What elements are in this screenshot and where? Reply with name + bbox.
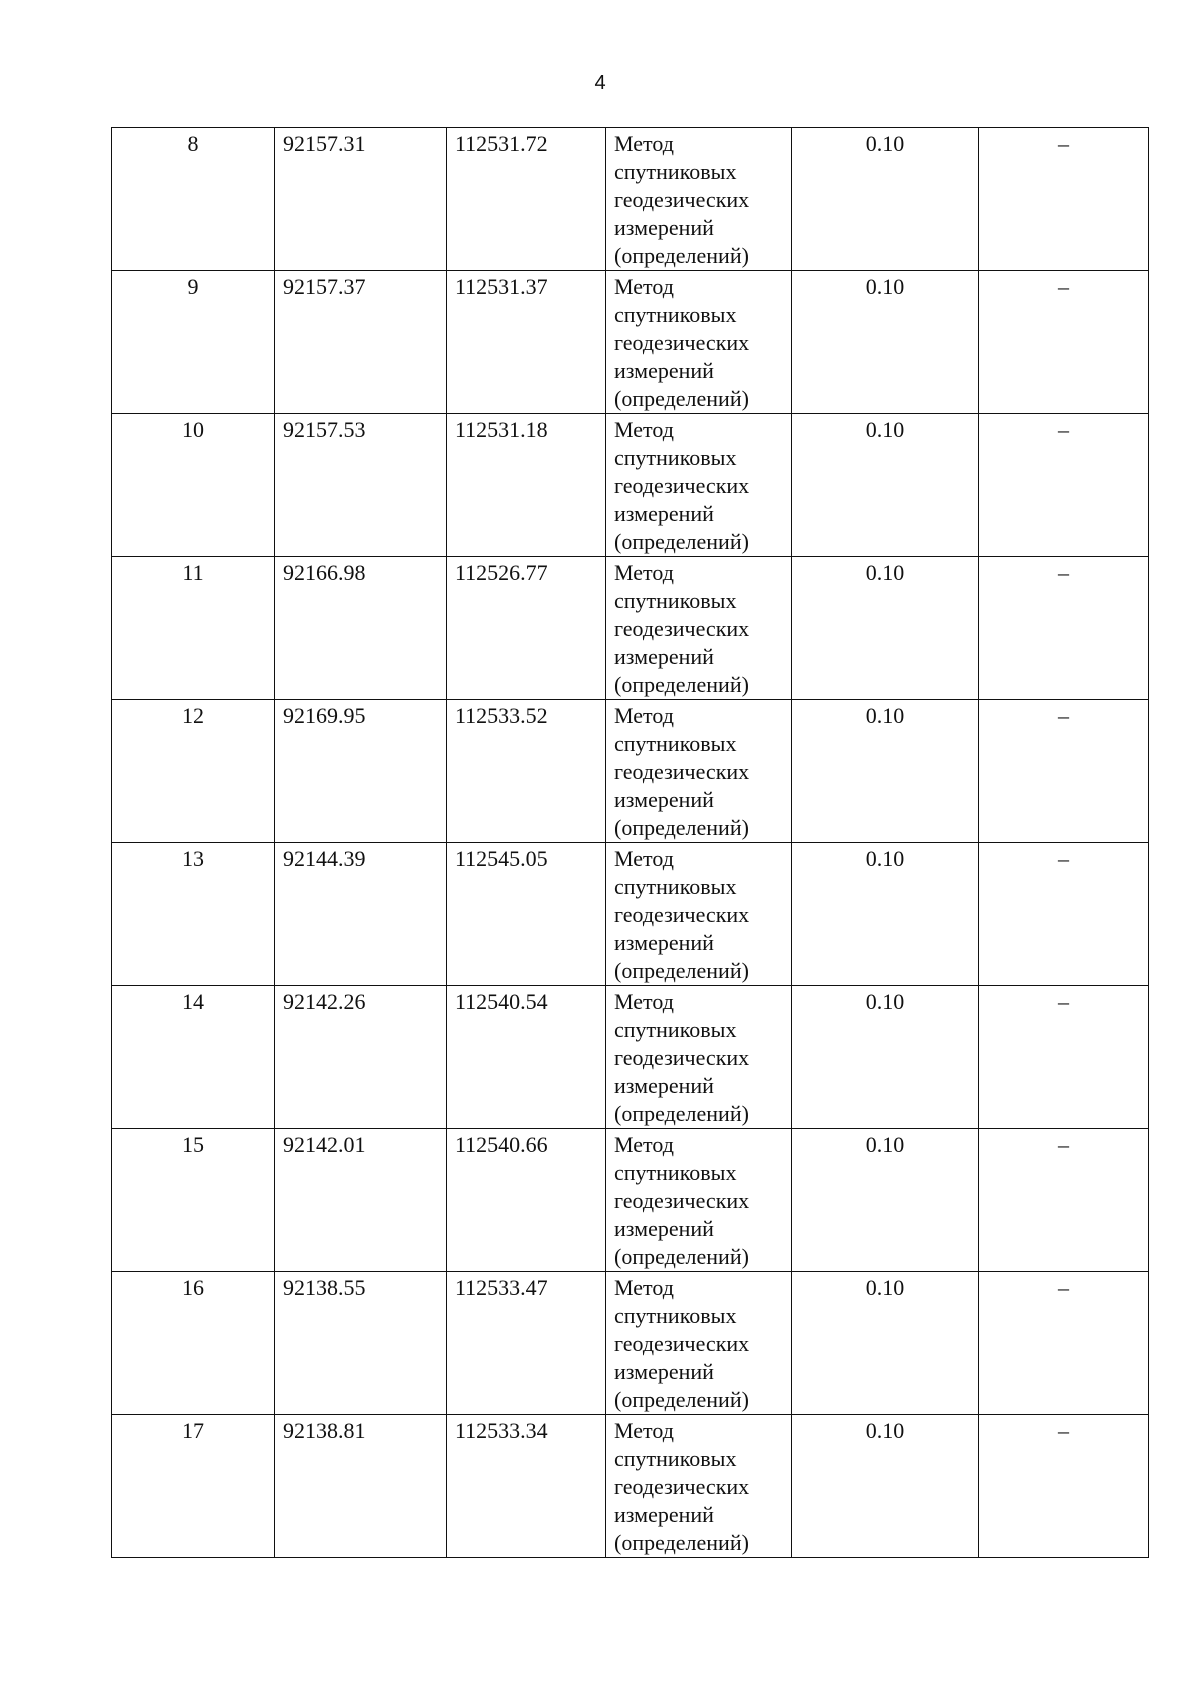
method-line: измерений (614, 1359, 714, 1384)
method-cell (606, 986, 792, 1129)
method-line: геодезических (614, 473, 750, 498)
description-cell: – (979, 843, 1149, 986)
method-line: измерений (614, 644, 714, 669)
method-line: (определений) (614, 386, 749, 411)
point-number-cell: 15 (112, 1129, 275, 1272)
x-coordinate-cell: 92157.53 (275, 414, 447, 557)
method-line: спутниковых (614, 445, 737, 470)
description-cell: – (979, 271, 1149, 414)
x-coordinate-cell: 92138.81 (275, 1415, 447, 1558)
method-line: геодезических (614, 1045, 750, 1070)
y-coordinate-cell: 112531.37 (447, 271, 606, 414)
coordinates-table-body (112, 128, 1149, 1558)
description-cell: – (979, 128, 1149, 271)
method-line: геодезических (614, 616, 750, 641)
accuracy-cell: 0.10 (792, 271, 979, 414)
method-line: измерений (614, 358, 714, 383)
y-coordinate-cell: 112526.77 (447, 557, 606, 700)
method-line: Метод (614, 846, 674, 871)
description-cell: – (979, 414, 1149, 557)
method-line: геодезических (614, 1474, 750, 1499)
method-line: геодезических (614, 187, 750, 212)
method-line: (определений) (614, 1387, 749, 1412)
x-coordinate-cell: 92169.95 (275, 700, 447, 843)
method-line: измерений (614, 1073, 714, 1098)
description-cell: – (979, 1129, 1149, 1272)
method-line: спутниковых (614, 159, 737, 184)
method-line: спутниковых (614, 1303, 737, 1328)
description-cell: – (979, 700, 1149, 843)
table-row (112, 414, 1149, 557)
method-line: Метод (614, 703, 674, 728)
method-cell (606, 414, 792, 557)
method-cell (606, 128, 792, 271)
method-line: измерений (614, 1502, 714, 1527)
x-coordinate-cell: 92157.31 (275, 128, 447, 271)
method-line: спутниковых (614, 1160, 737, 1185)
method-line: (определений) (614, 529, 749, 554)
accuracy-cell: 0.10 (792, 128, 979, 271)
accuracy-cell: 0.10 (792, 557, 979, 700)
accuracy-cell: 0.10 (792, 1129, 979, 1272)
description-cell: – (979, 1415, 1149, 1558)
point-number-cell: 13 (112, 843, 275, 986)
y-coordinate-cell: 112533.47 (447, 1272, 606, 1415)
y-coordinate-cell: 112533.34 (447, 1415, 606, 1558)
method-line: спутниковых (614, 1017, 737, 1042)
table-row (112, 1129, 1149, 1272)
accuracy-cell: 0.10 (792, 414, 979, 557)
description-cell: – (979, 986, 1149, 1129)
method-line: измерений (614, 1216, 714, 1241)
y-coordinate-cell: 112545.05 (447, 843, 606, 986)
coordinates-table (111, 127, 1149, 1558)
method-line: Метод (614, 274, 674, 299)
method-line: (определений) (614, 672, 749, 697)
method-line: геодезических (614, 1331, 750, 1356)
y-coordinate-cell: 112531.72 (447, 128, 606, 271)
description-cell: – (979, 557, 1149, 700)
method-line: Метод (614, 131, 674, 156)
method-line: спутниковых (614, 302, 737, 327)
method-line: Метод (614, 417, 674, 442)
x-coordinate-cell: 92166.98 (275, 557, 447, 700)
point-number-cell: 9 (112, 271, 275, 414)
method-line: измерений (614, 930, 714, 955)
method-line: (определений) (614, 1244, 749, 1269)
method-cell (606, 1272, 792, 1415)
accuracy-cell: 0.10 (792, 1272, 979, 1415)
method-line: спутниковых (614, 588, 737, 613)
y-coordinate-cell: 112531.18 (447, 414, 606, 557)
accuracy-cell: 0.10 (792, 843, 979, 986)
method-line: спутниковых (614, 1446, 737, 1471)
table-row (112, 1272, 1149, 1415)
point-number-cell: 8 (112, 128, 275, 271)
method-line: Метод (614, 1132, 674, 1157)
accuracy-cell: 0.10 (792, 700, 979, 843)
method-line: Метод (614, 1275, 674, 1300)
method-line: Метод (614, 560, 674, 585)
method-cell (606, 843, 792, 986)
method-line: геодезических (614, 1188, 750, 1213)
method-line: измерений (614, 787, 714, 812)
method-line: (определений) (614, 815, 749, 840)
method-line: (определений) (614, 1101, 749, 1126)
table-row (112, 986, 1149, 1129)
point-number-cell: 11 (112, 557, 275, 700)
point-number-cell: 12 (112, 700, 275, 843)
table-row (112, 128, 1149, 271)
method-line: Метод (614, 989, 674, 1014)
method-line: геодезических (614, 330, 750, 355)
x-coordinate-cell: 92142.01 (275, 1129, 447, 1272)
method-line: геодезических (614, 902, 750, 927)
table-row (112, 1415, 1149, 1558)
x-coordinate-cell: 92144.39 (275, 843, 447, 986)
description-cell: – (979, 1272, 1149, 1415)
method-line: (определений) (614, 1530, 749, 1555)
point-number-cell: 16 (112, 1272, 275, 1415)
accuracy-cell: 0.10 (792, 986, 979, 1129)
method-line: геодезических (614, 759, 750, 784)
table-row (112, 557, 1149, 700)
method-cell (606, 557, 792, 700)
point-number-cell: 17 (112, 1415, 275, 1558)
method-line: Метод (614, 1418, 674, 1443)
method-line: спутниковых (614, 731, 737, 756)
method-cell (606, 1415, 792, 1558)
page-number: 4 (594, 72, 606, 94)
method-cell (606, 271, 792, 414)
point-number-cell: 14 (112, 986, 275, 1129)
method-cell (606, 700, 792, 843)
method-line: спутниковых (614, 874, 737, 899)
method-line: (определений) (614, 958, 749, 983)
point-number-cell: 10 (112, 414, 275, 557)
accuracy-cell: 0.10 (792, 1415, 979, 1558)
method-cell (606, 1129, 792, 1272)
y-coordinate-cell: 112540.54 (447, 986, 606, 1129)
table-row (112, 271, 1149, 414)
y-coordinate-cell: 112540.66 (447, 1129, 606, 1272)
table-row (112, 843, 1149, 986)
method-line: измерений (614, 215, 714, 240)
y-coordinate-cell: 112533.52 (447, 700, 606, 843)
x-coordinate-cell: 92157.37 (275, 271, 447, 414)
table-row (112, 700, 1149, 843)
method-line: (определений) (614, 243, 749, 268)
method-line: измерений (614, 501, 714, 526)
x-coordinate-cell: 92142.26 (275, 986, 447, 1129)
x-coordinate-cell: 92138.55 (275, 1272, 447, 1415)
